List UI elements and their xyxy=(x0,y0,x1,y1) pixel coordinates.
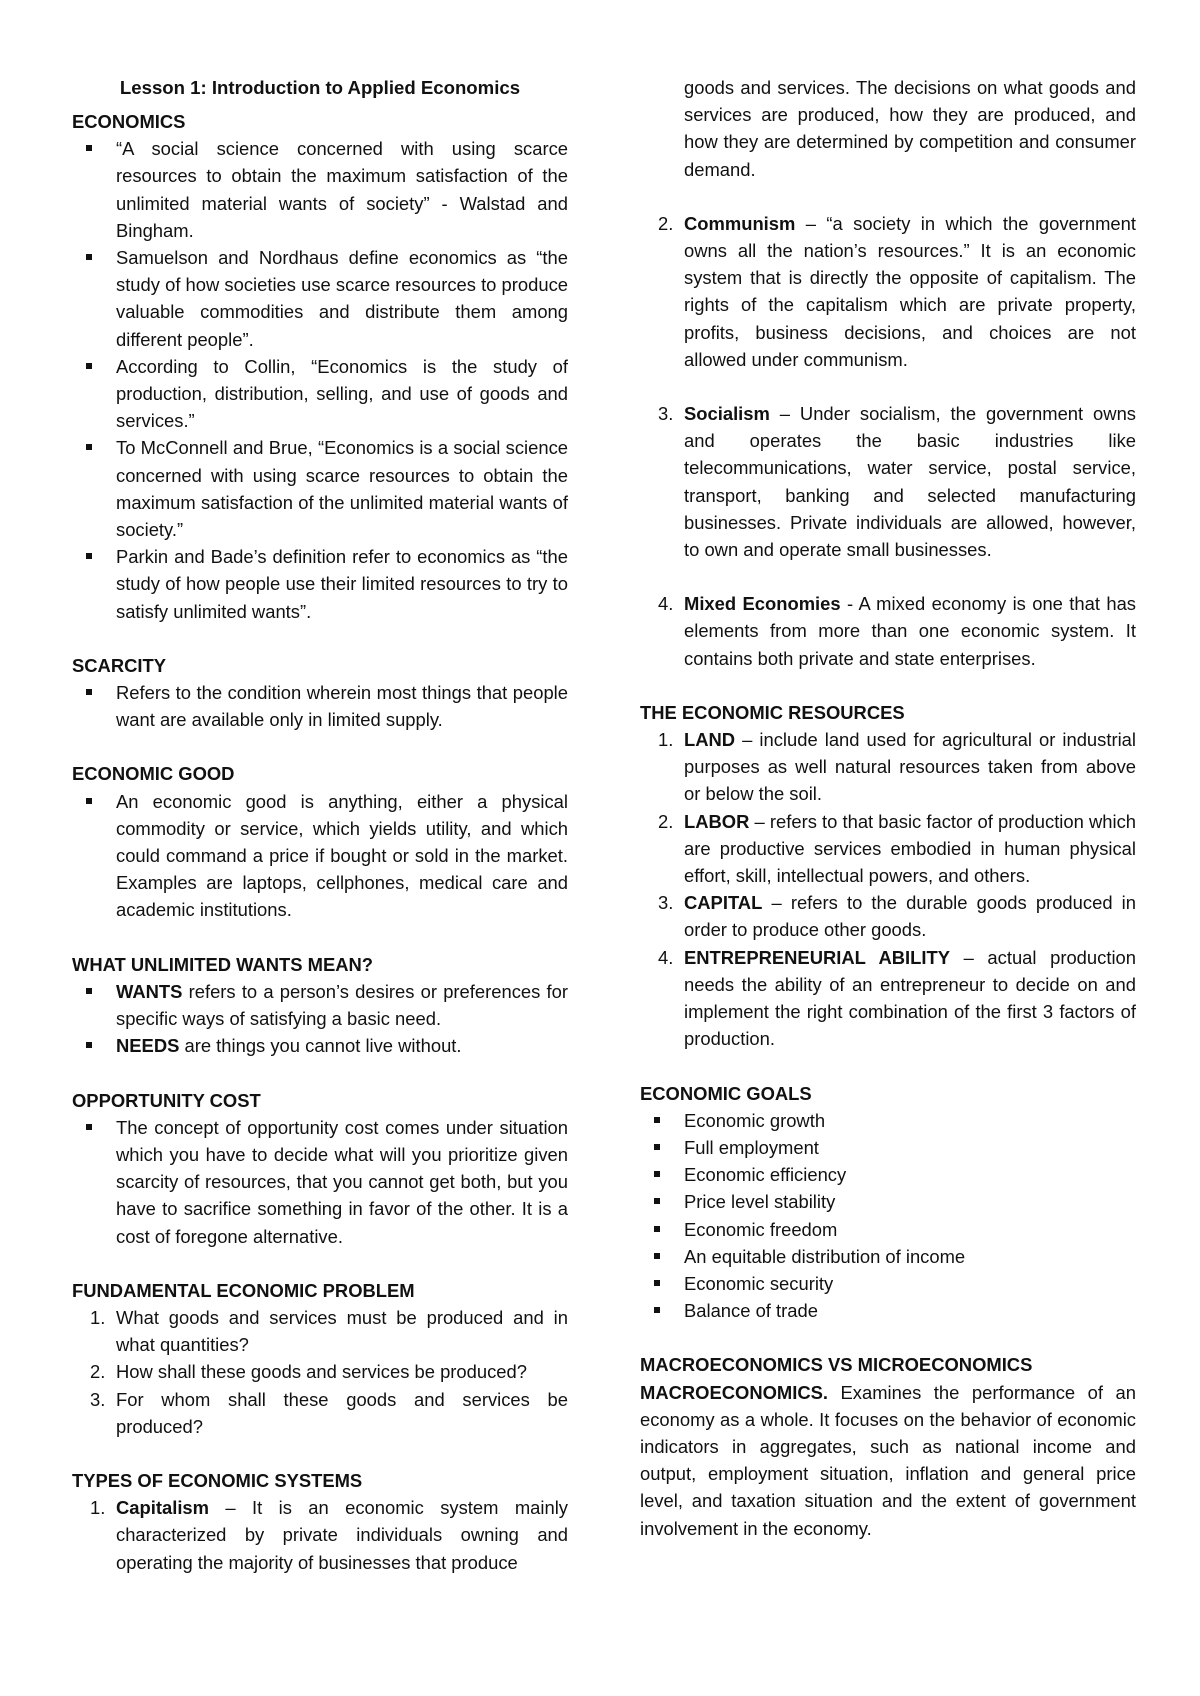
numbered-list xyxy=(640,726,1136,1052)
capitalism-continued: goods and services. The decisions on what goods and services are produced, how they are produced, and how they are determined by competition and consumer demand. xyxy=(684,77,1136,180)
numbered-list xyxy=(640,400,1136,563)
term: Socialism xyxy=(684,403,770,425)
right-column xyxy=(640,74,1136,1542)
term: Capitalism xyxy=(116,1497,210,1519)
list-item: Economic growth xyxy=(640,1107,1136,1134)
definition: refers to a person’s desires or preferences for specific ways of satisfying a basic need. xyxy=(116,980,568,1030)
item-text: How shall these goods and services be produced? xyxy=(116,1361,527,1383)
definition: Examines the performance of an economy as a whole. It focuses on the behavior of economic indicators in aggregates, such as national income and output, employment situation, inflation and general price level, and taxation situation and the extent of government involvement in the economy. xyxy=(640,1381,1136,1539)
list-item: To McConnell and Brue, “Economics is a social science concerned with using scarce resources to obtain the maximum satisfaction of the unlimited material wants of society.” xyxy=(72,434,568,543)
term: ENTREPRENEURIAL ABILITY xyxy=(684,946,950,968)
list-item: Refers to the condition wherein most things that people want are available only in limited supply. xyxy=(72,679,568,733)
section-heading: THE ECONOMIC RESOURCES xyxy=(640,701,905,723)
paragraph xyxy=(640,1379,1136,1542)
list-item: Parkin and Bade’s definition refer to economics as “the study of how people use their limited resources to try to satisfy unlimited wants”. xyxy=(72,543,568,625)
lesson-title: Lesson 1: Introduction to Applied Economics xyxy=(119,77,521,98)
list-item: According to Collin, “Economics is the study of production, distribution, selling, and use of goods and services.” xyxy=(72,353,568,435)
item-text: For whom shall these goods and services be produced? xyxy=(116,1388,568,1437)
list-item xyxy=(72,1494,568,1576)
list-item: “A social science concerned with using scarce resources to obtain the maximum satisfaction of the unlimited material wants of society” - Walstad and Bingham. xyxy=(72,135,568,244)
item-number: 4. xyxy=(658,593,674,615)
list-item xyxy=(640,944,1136,1053)
item-number: 3. xyxy=(90,1388,106,1410)
section-heading: ECONOMICS xyxy=(72,111,186,132)
item-number: 1. xyxy=(90,1306,106,1328)
list-item xyxy=(640,889,1136,943)
list-item xyxy=(72,1032,568,1059)
item-text: What goods and services must be produced and in what quantities? xyxy=(116,1306,568,1356)
section-heading: OPPORTUNITY COST xyxy=(72,1089,261,1111)
section-economic-goals xyxy=(640,1080,1136,1325)
definition: – It is an economic system mainly characterized by private individuals owning and operating the majority of businesses that produce xyxy=(116,1497,568,1573)
list-item: Economic freedom xyxy=(640,1216,1136,1243)
term: NEEDS xyxy=(116,1035,180,1057)
definition: are things you cannot live without. xyxy=(179,1035,462,1057)
definition: – include land used for agricultural or industrial purposes as well natural resources taken from above or below the soil. xyxy=(684,729,1136,805)
numbered-list xyxy=(640,590,1136,672)
list-item xyxy=(72,1386,568,1440)
definition: – refers to that basic factor of production which are productive services embodied in human physical effort, skill, intellectual powers, and others. xyxy=(684,810,1136,887)
term: Mixed Economies xyxy=(684,593,841,615)
list-item xyxy=(72,1358,568,1385)
list-item xyxy=(640,726,1136,808)
numbered-list xyxy=(72,1304,568,1440)
section-heading: FUNDAMENTAL ECONOMIC PROBLEM xyxy=(72,1279,415,1301)
numbered-list xyxy=(640,210,1136,373)
bullet-list xyxy=(72,788,568,924)
term: MACROECONOMICS. xyxy=(640,1381,828,1403)
definition: – refers to the durable goods produced in order to produce other goods. xyxy=(684,892,1136,941)
section-heading: TYPES OF ECONOMIC SYSTEMS xyxy=(72,1469,363,1491)
item-number: 2. xyxy=(658,810,674,832)
list-item xyxy=(72,978,568,1032)
bullet-list xyxy=(72,679,568,733)
left-column xyxy=(72,74,568,1576)
list-item xyxy=(72,1304,568,1358)
term: CAPITAL xyxy=(684,892,763,914)
bullet-list xyxy=(72,978,568,1060)
list-item: An equitable distribution of income xyxy=(640,1243,1136,1270)
list-item xyxy=(640,808,1136,890)
item-number: 1. xyxy=(90,1497,106,1519)
section-heading: SCARCITY xyxy=(72,654,167,676)
section-economics xyxy=(72,108,568,625)
section-opportunity-cost xyxy=(72,1087,568,1250)
list-item: An economic good is anything, either a physical commodity or service, which yields utility, and which could command a price if bought or sold in the market. Examples are laptops, cellphones, medical care and academic institutions. xyxy=(72,788,568,924)
item-number: 3. xyxy=(658,892,674,914)
item-number: 1. xyxy=(658,729,674,751)
item-number: 3. xyxy=(658,403,674,425)
list-item xyxy=(640,590,1136,672)
list-item: Economic efficiency xyxy=(640,1161,1136,1188)
item-number: 2. xyxy=(90,1361,106,1383)
item-number: 2. xyxy=(658,212,674,234)
list-item xyxy=(640,210,1136,373)
list-item: Balance of trade xyxy=(640,1297,1136,1324)
term: LABOR xyxy=(684,810,750,832)
bullet-list xyxy=(72,135,568,625)
list-item: Full employment xyxy=(640,1134,1136,1161)
section-fundamental-problem xyxy=(72,1277,568,1440)
list-item: Economic security xyxy=(640,1270,1136,1297)
item-number: 4. xyxy=(658,946,674,968)
definition: – “a society in which the government owns all the nation’s resources.” It is an economic system that is directly the opposite of capitalism. The rights of the capitalism which are private property, profits, business decisions, and choices are not allowed under communism. xyxy=(684,212,1136,370)
definition: – Under socialism, the government owns and operates the basic industries like telecommunications, water service, postal service, transport, banking and selected manufacturing businesses. Private individuals are allowed, however, to own and operate small businesses. xyxy=(684,403,1136,561)
list-item xyxy=(640,400,1136,563)
section-macro-micro xyxy=(640,1351,1136,1541)
section-heading: WHAT UNLIMITED WANTS MEAN? xyxy=(72,953,374,975)
section-economic-systems xyxy=(72,1467,568,1576)
definition: – actual production needs the ability of an entrepreneur to decide on and implement the right combination of the first 3 factors of production. xyxy=(684,946,1136,1050)
section-scarcity xyxy=(72,652,568,734)
list-item: Price level stability xyxy=(640,1188,1136,1215)
bullet-list xyxy=(72,1114,568,1250)
term: WANTS xyxy=(116,980,183,1002)
numbered-list xyxy=(72,1494,568,1576)
list-item: The concept of opportunity cost comes under situation which you have to decide what will you prioritize given scarcity of resources, that you cannot get both, but you have to sacrifice something in favor of the other. It is a cost of foregone alternative. xyxy=(72,1114,568,1250)
section-heading: MACROECONOMICS VS MICROECONOMICS xyxy=(640,1354,1033,1376)
section-heading: ECONOMIC GOOD xyxy=(72,763,235,785)
section-economic-good xyxy=(72,760,568,923)
bullet-list xyxy=(640,1107,1136,1325)
term: LAND xyxy=(684,729,736,751)
definition: - A mixed economy is one that has elements from more than one economic system. It contains both private and state enterprises. xyxy=(684,593,1136,669)
section-economic-resources xyxy=(640,699,1136,1053)
term: Communism xyxy=(684,212,796,234)
section-unlimited-wants xyxy=(72,951,568,1060)
list-item: Samuelson and Nordhaus define economics as “the study of how societies use scarce resources to produce valuable commodities and distribute them among different people”. xyxy=(72,244,568,353)
section-heading: ECONOMIC GOALS xyxy=(640,1082,812,1104)
